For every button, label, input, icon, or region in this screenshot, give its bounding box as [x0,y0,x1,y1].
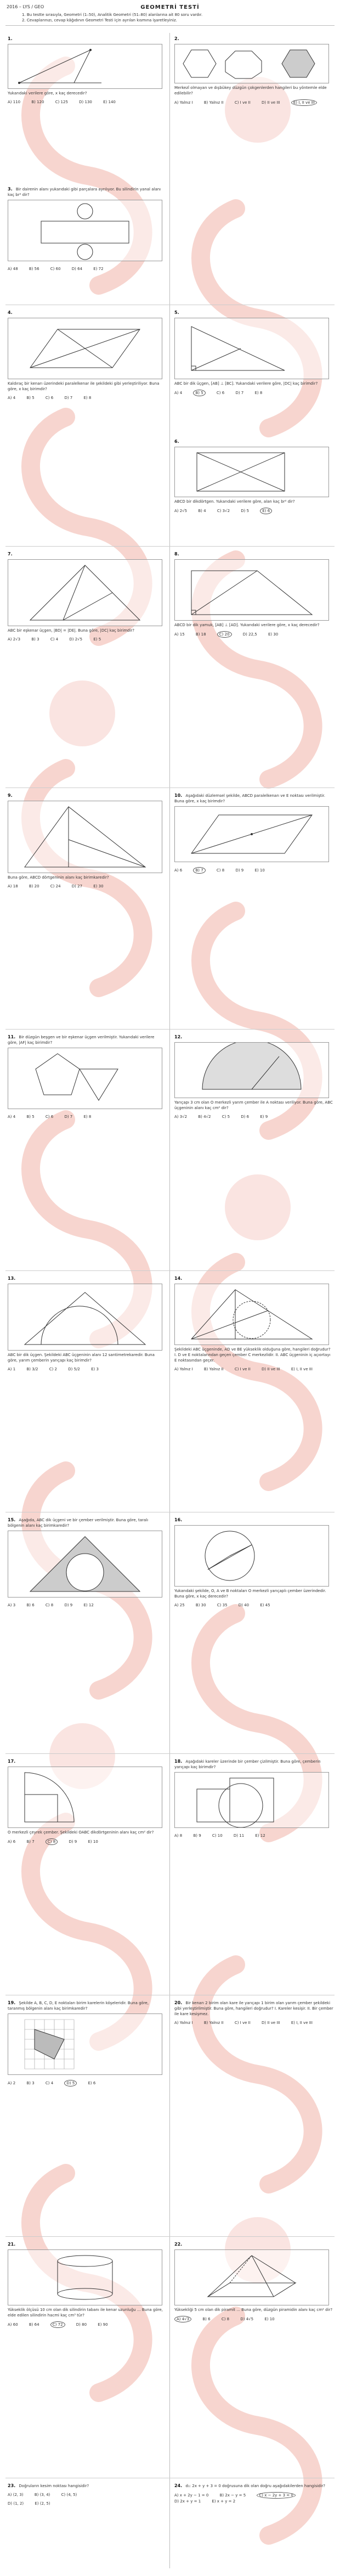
choice-c[interactable]: C) 6 [45,396,54,400]
choice-c[interactable]: C) I ve II [234,100,251,105]
question-text: Şekilde A, B, C, D, E noktaları birim karelerin köşeleridir. Buna göre, taranmış bölgenin alanı kaç birimkaredir? [8,2001,149,2011]
question-24 [174,2483,333,2504]
choice-d[interactable]: D) II ve III [262,100,280,105]
question-text: Yukarıdaki verilere göre, x kaç derecedir? [8,91,87,95]
question-1 [8,36,165,105]
choice-e[interactable]: E) 6 [260,508,272,514]
question-text: Kaldıraç bir kenarı üzerindeki paralelkenar ile şekildeki gibi yerleştiriliyor. Buna göre, x kaç birimdir? [8,381,160,391]
choice-e[interactable]: E) 140 [103,100,116,104]
choice-b[interactable]: B) 3 [26,2081,35,2085]
choice-a[interactable]: A) 8 [174,1833,183,1838]
answer-choices [8,1366,165,1372]
choice-d[interactable]: D) 40 [238,1603,250,1607]
answer-choices [8,1114,165,1120]
choice-a[interactable]: A) 3√2 [174,1115,188,1119]
question-12 [174,1034,333,1120]
pyramid-figure [174,2249,329,2305]
choice-a[interactable]: A) 6 [8,1840,16,1844]
choice-b[interactable]: B) 4√2 [198,1115,211,1119]
choice-a[interactable]: A) x + 2y − 1 = 0 [174,2493,209,2498]
choice-c[interactable]: C) 8 [45,1603,54,1607]
choice-e[interactable]: E) 72 [93,267,104,271]
choice-b[interactable]: B) Yalnız II [203,1367,224,1371]
question-18 [174,1759,333,1838]
question-number: 10. [174,793,183,798]
choice-e[interactable]: E) I, II ve III [291,1367,313,1371]
choice-d[interactable]: D) II ve III [262,2021,280,2025]
choice-b[interactable]: B) 5 [193,390,205,396]
question-text: d₁: 2x + y + 3 = 0 doğrusuna dik olan doğru aşağıdakilerden hangisidir? [185,2484,326,2488]
question-number: 9. [8,793,13,798]
answer-choices [174,1366,333,1372]
question-number: 21. [8,2242,16,2247]
question-9 [8,793,165,889]
choice-c[interactable]: C) 5 [222,1115,230,1119]
row-divider [5,1753,335,1754]
choice-e[interactable]: E) 9 [260,1115,268,1119]
parallelogram-point-figure [174,806,329,862]
choice-a[interactable]: A) 25 [174,1603,185,1607]
question-number: 11. [8,1034,16,1039]
choice-c[interactable]: C) 4 [50,637,59,642]
question-number: 7. [8,552,13,556]
answer-choices [174,390,333,396]
choice-c[interactable]: C) 8 [221,2317,230,2321]
answer-choices [8,2492,165,2498]
question-number: 24. [174,2483,183,2488]
question-number: 6. [174,439,179,444]
question-15 [8,1517,165,1608]
question-2 [174,36,333,106]
question-text: Yukarıdaki şekilde, O, A ve B noktaları O merkezli yarıçaplı çember üzerindedir. Buna göre, x kaç derecedir? [174,1589,326,1599]
row-divider [5,2236,335,2237]
answer-choices [8,637,165,642]
row-divider [5,1270,335,1271]
choice-b[interactable]: B) 3 [31,637,39,642]
answer-choices [8,884,165,889]
question-7 [8,552,165,642]
choice-b[interactable]: B) 64 [29,2322,39,2327]
choice-b[interactable]: B) 18 [195,632,206,637]
choice-c[interactable]: C) 60 [50,267,61,271]
choice-e[interactable]: E) 8 [83,396,92,400]
choice-e[interactable]: E) 12 [83,1603,94,1607]
choice-b[interactable]: B) 3/2 [26,1367,38,1371]
choice-c[interactable]: C) 125 [55,100,68,104]
choice-b[interactable]: B) 7 [26,1840,35,1844]
choice-b[interactable]: B) 4 [198,509,206,513]
question-text: Aşağıda, ABC dik üçgeni ve bir çember verilmiştir. Buna göre, taralı bölgenin alanı kaç birimkaredir? [8,1518,149,1528]
choice-e[interactable]: E) (2, 5) [35,2501,50,2506]
choice-b[interactable]: B) 5 [26,396,35,400]
answer-choices [174,1114,333,1120]
choice-e[interactable]: E) 10 [88,1840,98,1844]
question-text: Buna göre, ABCD dörtgeninin alanı kaç birimkaredir? [8,875,109,880]
choice-d[interactable]: D) 2x + y = 1 [174,2499,201,2504]
question-text: Yüksekliği 5 cm olan dik piramit ... Buna göre, düzgün piramidin alanı kaç cm² dir? [174,2308,333,2312]
choice-a[interactable]: A) 4√3 [174,2316,191,2322]
choice-d[interactable]: D) 7 [64,396,73,400]
choice-d[interactable]: D) 64 [71,267,83,271]
question-8 [174,552,333,638]
choice-a[interactable]: A) 4 [174,391,183,395]
parallelogram-figure [8,318,162,379]
answer-choices [174,508,333,514]
choice-b[interactable]: B) 5 [26,1115,35,1119]
choice-d[interactable]: D) 27 [71,884,83,888]
cylinder-net-figure [8,200,162,261]
question-21 [8,2242,165,2328]
question-text: Şekildeki ABC üçgeninde, AD ve BE yükseklik olduğuna göre, hangileri doğrudur? I. D ve E noktalarından geçen çember C merkezlidir. II. ABC üçgeninin iç açıortayı E noktasından geçer. [174,1347,331,1363]
question-number: 20. [174,2000,183,2005]
choice-a[interactable]: A) 110 [8,100,21,104]
choice-a[interactable]: A) 4 [8,1115,16,1119]
question-number: 8. [174,552,179,556]
choice-b[interactable]: B) 2x − y = 5 [219,2493,246,2498]
choice-a[interactable]: A) 2 [8,2081,16,2085]
quarter-circle-figure [8,1767,162,1828]
choice-d[interactable]: D) 5 [241,509,250,513]
choice-b[interactable]: B) (3, 4) [34,2493,50,2497]
circle-chord-figure [174,1525,329,1587]
choice-c[interactable]: C) 20 [217,631,232,638]
choice-e[interactable]: E) 90 [98,2322,108,2327]
trapezoid-figure [174,559,329,621]
choice-d[interactable]: D) 9 [235,868,244,873]
question-number: 12. [174,1034,183,1039]
answer-choices [8,99,165,105]
choice-d[interactable]: D) 4√5 [240,2317,254,2321]
question-number: 4. [8,310,13,315]
question-number: 17. [8,1759,16,1764]
answer-choices [8,1602,165,1608]
polygon-figures [174,44,329,83]
choice-d[interactable]: D) 6 [241,1115,250,1119]
choice-e[interactable]: E) x + y = 2 [212,2499,236,2504]
choice-a[interactable]: A) Yalnız I [174,100,193,105]
answer-choices [174,2492,333,2504]
choice-d[interactable]: D) 11 [233,1833,245,1838]
question-17 [8,1759,165,1845]
question-23 [8,2483,165,2506]
question-13 [8,1276,165,1372]
question-6 [174,439,333,514]
answer-choices [174,631,333,638]
choice-d[interactable]: D) 7 [235,391,244,395]
choice-d[interactable]: D) 22,5 [242,632,257,637]
question-text: ABC bir eşkenar üçgen, |BD| = |DE|. Buna göre, |DC| kaç birimdir? [8,628,135,633]
choice-e[interactable]: E) 30 [268,632,279,637]
choice-e[interactable]: E) 10 [264,2317,275,2321]
answer-choices [174,1833,333,1838]
question-19 [8,2000,165,2086]
choice-d[interactable]: D) 5/2 [68,1367,80,1371]
choice-b[interactable]: B) 120 [31,100,44,104]
choice-e[interactable]: E) 8 [254,391,263,395]
choice-d[interactable]: D) 9 [64,1603,73,1607]
choice-c[interactable]: C) I ve II [234,2021,251,2025]
answer-choices [8,2501,165,2506]
instructions [22,12,202,23]
answer-choices [174,99,333,106]
page-header [5,3,335,26]
choice-c[interactable]: C) 35 [217,1603,228,1607]
question-number: 22. [174,2242,183,2247]
choice-c[interactable]: C) x − 2y + 3 = 0 [257,2492,295,2499]
equilateral-triangle-figure [8,559,162,626]
question-22 [174,2242,333,2322]
semicircle-figure [174,1042,329,1098]
answer-choices [8,266,165,272]
choice-a[interactable]: A) 6 [174,868,183,873]
question-10 [174,793,333,874]
question-5 [174,310,333,396]
quadrilateral-figure [8,801,162,873]
choice-d[interactable]: D) (1, 2) [8,2501,24,2506]
choice-c[interactable]: C) 4 [45,2081,54,2085]
column-divider [169,33,170,2568]
question-text: Bir düzgün beşgen ve bir eşkenar üçgen verilmiştir. Yukarıdaki verilere göre, |AF| kaç birimdir? [8,1035,155,1045]
question-text: Bir dairenin alanı yukarıdaki gibi parçalara ayrılıyor. Bu silindirin yanal alanı kaç br² dir? [8,187,161,197]
choice-d[interactable]: D) 9 [69,1840,77,1844]
row-divider [5,546,335,547]
question-number: 18. [174,1759,183,1764]
question-text: Aşağıdaki düzlemsel şekilde, ABCD paralelkenarı ve E noktası verilmiştir. Buna göre, x kaç birimdir? [174,794,325,803]
question-text: ABCD bir dik yamuk, [AB] ⊥ [AD]. Yukarıdaki verilere göre, x kaç derecedir? [174,623,320,627]
choice-b[interactable]: B) 9 [193,1833,201,1838]
choice-c[interactable]: C) (4, 5) [61,2493,77,2497]
choice-c[interactable]: C) 10 [212,1833,223,1838]
choice-c[interactable]: C) 6 [216,391,225,395]
choice-c[interactable]: C) 24 [50,884,61,888]
choice-b[interactable]: B) 30 [195,1603,206,1607]
question-3 [8,187,165,272]
choice-c[interactable]: C) 8 [216,868,225,873]
question-text: Bir kenarı 2 birim olan kare ile yarıçapı 1 birim olan yarım çember şekildeki gibi yerleştirilmiştir. Buna göre, hangileri doğrudur? I. Kareler kesişir. II. Bir çember ile kare kesişmez. [174,2001,333,2016]
question-20 [174,2000,333,2026]
answer-choices [174,2020,333,2026]
choice-e[interactable]: E) 45 [260,1603,270,1607]
choice-a[interactable]: A) 18 [8,884,18,888]
instruction-line: 2. Cevaplarınızı, cevap kâğıdının Geometri Testi için ayrılan kısmına işaretleyiniz. [22,18,177,23]
choice-b[interactable]: B) 7 [193,867,205,874]
row-divider [5,1029,335,1030]
question-text: ABC bir dik üçgen. Şekildeki ABC üçgeninin alanı 12 santimetrekaredir. Buna göre, yarım çemberin yarıçapı kaç birimdir? [8,1353,155,1363]
choice-d[interactable]: D) 2√5 [69,637,83,642]
choice-a[interactable]: A) 48 [8,267,18,271]
choice-d[interactable]: D) 80 [76,2322,87,2327]
answer-choices [8,1838,165,1845]
choice-d[interactable]: D) 7 [64,1115,73,1119]
choice-e[interactable]: E) I, II ve III [291,99,317,106]
question-number: 19. [8,2000,16,2005]
choice-c[interactable]: C) 3√2 [217,509,230,513]
choice-a[interactable]: A) 3 [8,1603,16,1607]
choice-a[interactable]: A) 2√5 [174,509,188,513]
page-title: GEOMETRİ TESTİ [140,4,200,10]
choice-a[interactable]: A) (2, 3) [8,2493,24,2497]
choice-b[interactable]: B) 6 [202,2317,211,2321]
answer-choices [8,395,165,401]
question-16 [174,1517,333,1608]
choice-d[interactable]: D) 130 [79,100,92,104]
choice-a[interactable]: A) Yalnız I [174,2021,193,2025]
choice-c[interactable]: C) 2 [49,1367,58,1371]
question-number: 16. [174,1517,183,1522]
question-number: 13. [8,1276,16,1281]
choice-e[interactable]: E) 12 [255,1833,265,1838]
question-text: ABC bir dik üçgen, [AB] ⊥ [BC]. Yukarıdaki verilere göre, |DC| kaç birimdir? [174,381,318,386]
question-number: 5. [174,310,179,315]
choice-b[interactable]: B) 56 [29,267,39,271]
choice-a[interactable]: A) 1 [8,1367,16,1371]
pentagon-triangle-figure [8,1048,162,1109]
question-text: Merkezî olmayan ve dışbükey düzgün çokgenlerden hangileri bu yöntemle elde edilebilir? [174,86,327,95]
choice-e[interactable]: E) 10 [254,868,265,873]
right-triangle-figure [174,318,329,379]
answer-choices [8,2321,165,2328]
choice-a[interactable]: A) Yalnız I [174,1367,193,1371]
squares-circle-figure [174,1772,329,1828]
choice-e[interactable]: E) 5 [93,637,101,642]
choice-c[interactable]: C) 6 [45,1115,54,1119]
choice-e[interactable]: E) 6 [88,2081,96,2085]
choice-a[interactable]: A) 2√3 [8,637,21,642]
question-4 [8,310,165,401]
question-14 [174,1276,333,1372]
answer-choices [174,2316,333,2322]
choice-b[interactable]: B) Yalnız II [203,2021,224,2025]
inscribed-circle-figure [8,1531,162,1598]
unit-grid-figure [8,2013,162,2075]
answer-choices [174,867,333,874]
question-text: Aşağıdaki kareler üzerinde bir çember çizilmiştir. Buna göre, çemberin yarıçapı kaç birimdir? [174,1759,321,1769]
question-number: 23. [8,2483,16,2488]
choice-d[interactable]: D) II ve III [262,1367,280,1371]
choice-e[interactable]: E) 3 [91,1367,99,1371]
triangle-semicircle-figure [8,1284,162,1351]
instruction-line: 1. Bu testte sırasıyla, Geometri (1–50), Analitik Geometri (51–80) alanlarına ait 80 soru vardır. [22,13,203,17]
question-text: O merkezli çeyrek çember. Şekildeki OABC dikdörtgeninin alanı kaç cm² dir? [8,1830,154,1835]
choice-b[interactable]: B) 20 [29,884,39,888]
question-number: 15. [8,1517,16,1522]
choice-d[interactable]: D) 5 [64,2080,77,2086]
question-number: 2. [174,36,179,41]
choice-e[interactable]: E) I, II ve III [291,2021,313,2025]
rectangle-figure [174,447,329,497]
choice-b[interactable]: B) Yalnız II [203,100,224,105]
question-11 [8,1034,165,1120]
choice-a[interactable]: A) 4 [8,396,16,400]
answer-choices [174,1602,333,1608]
choice-a[interactable]: A) 15 [174,632,185,637]
choice-a[interactable]: A) 60 [8,2322,18,2327]
choice-e[interactable]: E) 30 [93,884,104,888]
question-text: Yükseklik ölçüsü 10 cm olan dik silindirin tabanı ile kenar uzunluğu ... Buna göre, elde edilen silindirin hacmi kaç cm³ tür? [8,2308,163,2318]
question-number: 14. [174,1276,183,1281]
angle-figure [8,44,162,89]
answer-choices [8,2080,165,2086]
question-text: ABCD bir dikdörtgen. Yukarıdaki verilere göre, alan kaç br² dir? [174,499,295,504]
cylinder-figure [8,2249,162,2305]
choice-c[interactable]: C) 72 [50,2321,65,2328]
exam-code: 2016 – LYS / GEO [7,4,44,9]
choice-b[interactable]: B) 6 [26,1603,35,1607]
question-number: 1. [8,36,13,41]
question-number: 3. [8,187,13,192]
choice-e[interactable]: E) 8 [83,1115,92,1119]
question-text: Doğruların kesim noktası hangisidir? [19,2484,89,2488]
question-text: Yarıçapı 3 cm olan O merkezli yarım çember ile A noktası veriliyor. Buna göre, ABC üçgeninin alanı kaç cm² dir? [174,1100,333,1110]
choice-c[interactable]: C) I ve II [234,1367,251,1371]
choice-c[interactable]: C) 8 [46,1838,58,1845]
altitude-triangle-figure [174,1284,329,1345]
